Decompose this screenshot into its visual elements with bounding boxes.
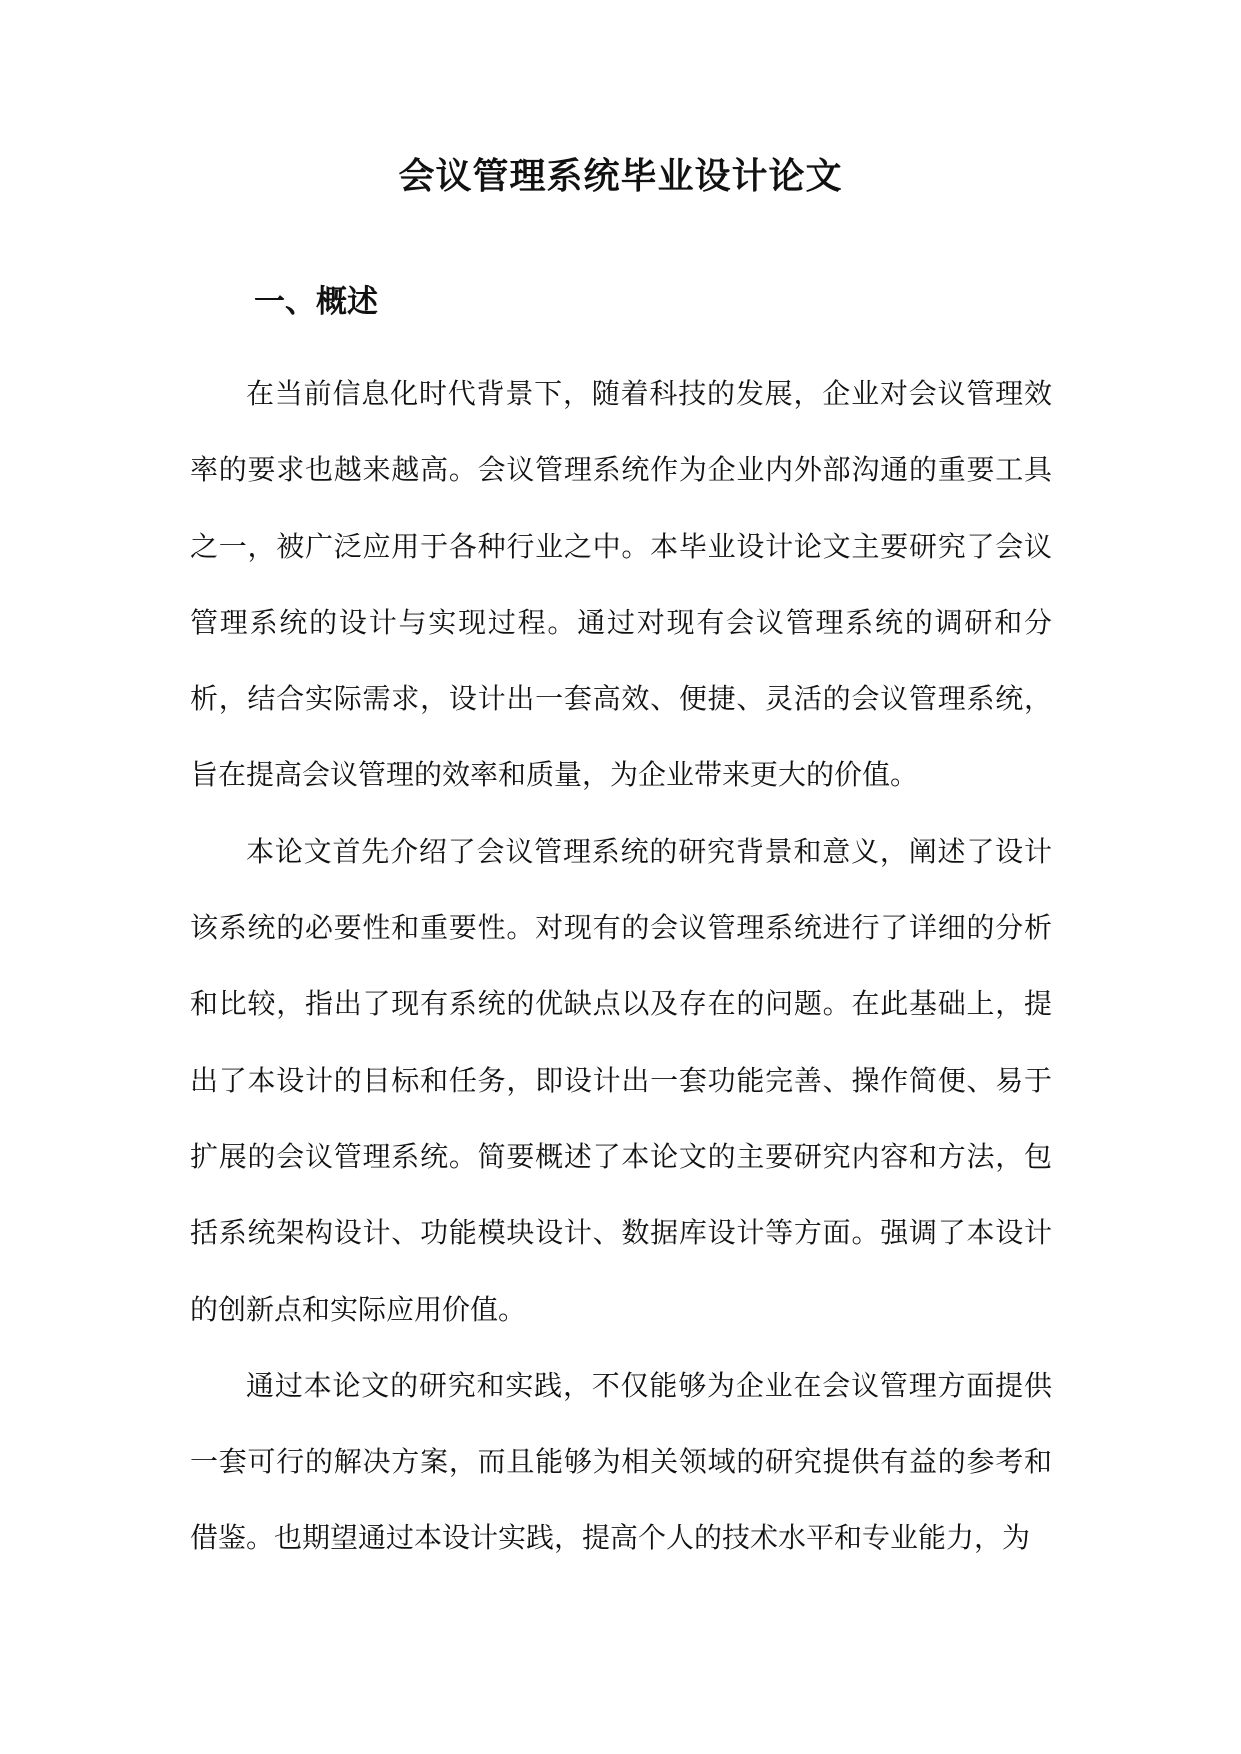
body-text <box>190 356 1052 1577</box>
section-heading-overview: 一、概述 <box>254 284 378 320</box>
paragraph-1: 在当前信息化时代背景下，随着科技的发展，企业对会议管理效率的要求也越来越高。会议管理系统作为企业内外部沟通的重要工具之一，被广泛应用于各种行业之中。本毕业设计论文主要研究了会议管理系统的设计与实现过程。通过对现有会议管理系统的调研和分析，结合实际需求，设计出一套高效、便捷、灵活的会议管理系统，旨在提高会议管理的效率和质量，为企业带来更大的价值。 <box>190 377 1052 792</box>
paragraph-3: 通过本论文的研究和实践，不仅能够为企业在会议管理方面提供一套可行的解决方案，而且能够为相关领域的研究提供有益的参考和借鉴。也期望通过本设计实践，提高个人的技术水平和专业能力，为 <box>190 1368 1052 1555</box>
document-title: 会议管理系统毕业设计论文 <box>398 155 843 197</box>
paragraph-2: 本论文首先介绍了会议管理系统的研究背景和意义，阐述了设计该系统的必要性和重要性。对现有的会议管理系统进行了详细的分析和比较，指出了现有系统的优缺点以及存在的问题。在此基础上，提出了本设计的目标和任务，即设计出一套功能完善、操作简便、易于扩展的会议管理系统。简要概述了本论文的主要研究内容和方法，包括系统架构设计、功能模块设计、数据库设计等方面。强调了本设计的创新点和实际应用价值。 <box>190 834 1052 1326</box>
